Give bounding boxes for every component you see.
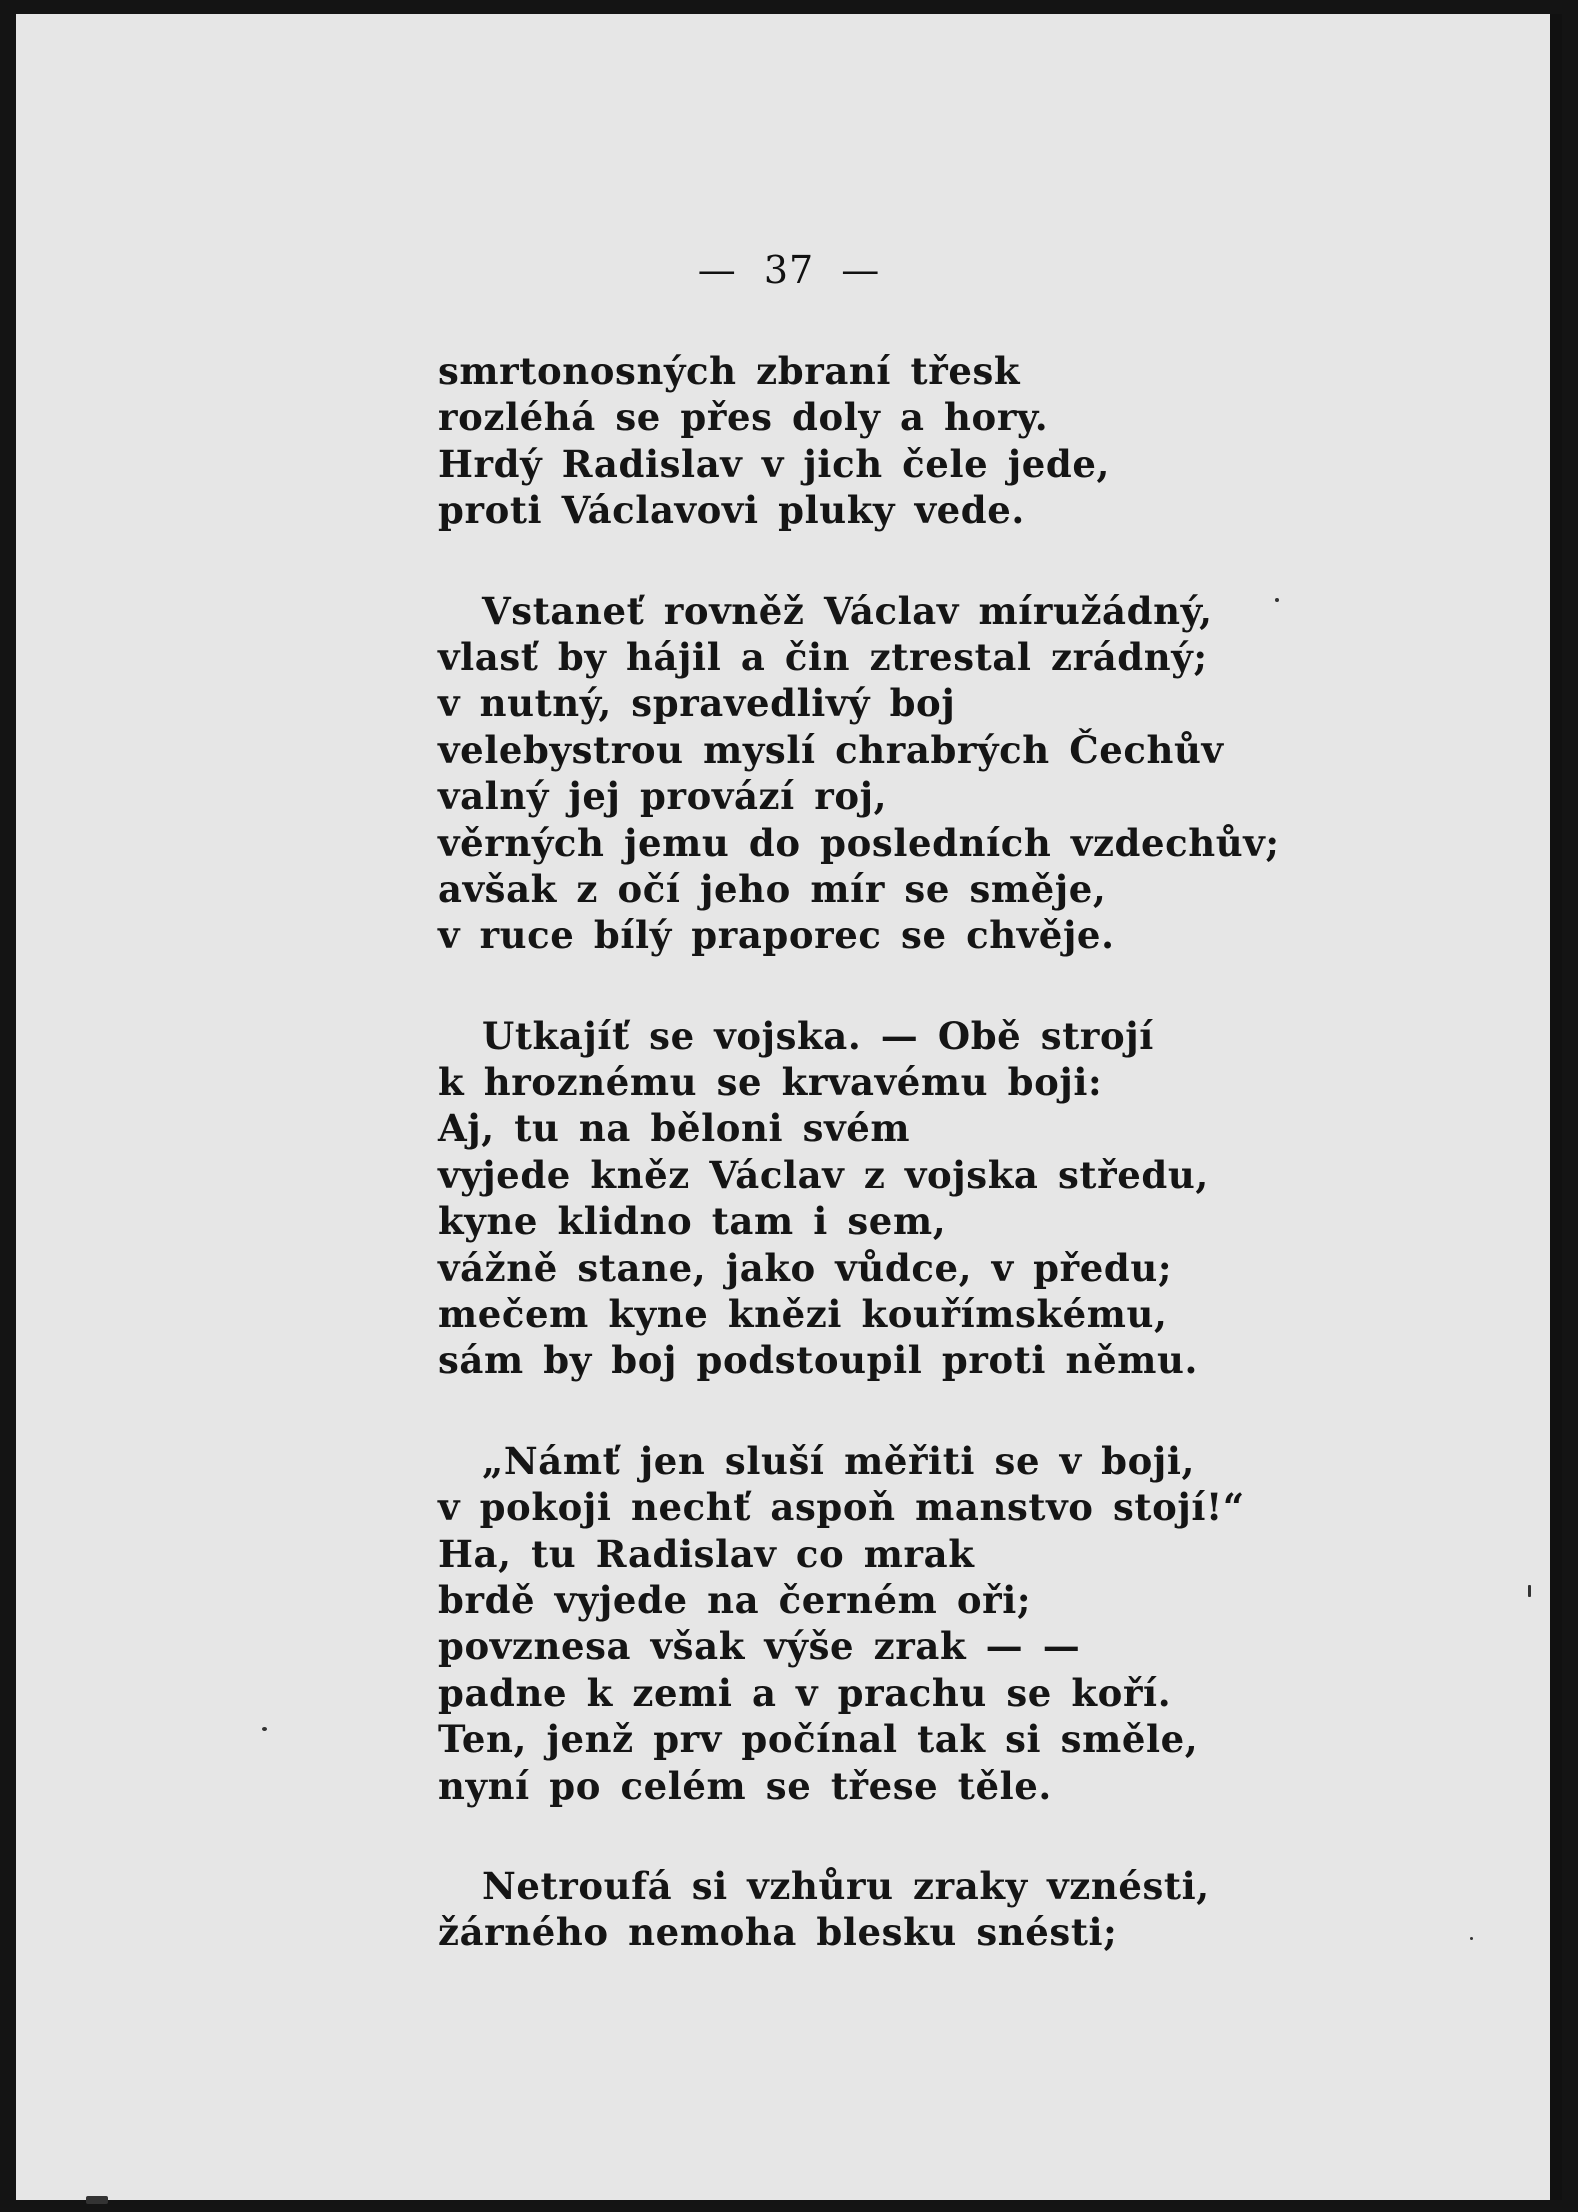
verse-line: k hroznému se krvavému boji: <box>438 1060 1103 1105</box>
verse-line: velebystrou myslí chrabrých Čechův <box>438 727 1224 772</box>
verse-line: smrtonosných zbraní třesk <box>438 349 1021 393</box>
verse-line: sám by boj podstoupil proti němu. <box>438 1338 1198 1383</box>
scan-speck <box>1528 1585 1531 1597</box>
poem-text <box>438 348 1438 2010</box>
stanza <box>438 1438 1438 1809</box>
verse-line: rozléhá se přes doly a hory. <box>438 395 1049 440</box>
header-dash-left: — <box>697 248 737 292</box>
verse-line: Vstaneť rovněž Václav míružádný, <box>482 588 1213 633</box>
verse-line: Utkajíť se vojska. — Obě strojí <box>482 1013 1154 1058</box>
stanza <box>438 588 1438 959</box>
verse-line: padne k zemi a v prachu se koří. <box>438 1670 1172 1715</box>
verse-line: vážně stane, jako vůdce, v předu; <box>438 1245 1173 1290</box>
verse-line: povznesa však výše zrak — — <box>438 1624 1081 1669</box>
verse-line: Hrdý Radislav v jich čele jede, <box>438 441 1110 486</box>
stanza <box>438 1013 1438 1384</box>
stanza <box>438 1863 1438 1956</box>
header-dash-right: — <box>841 248 881 292</box>
stanza <box>438 348 1438 534</box>
verse-line: věrných jemu do posledních vzdechův; <box>438 820 1280 865</box>
verse-line: v nutný, spravedlivý boj <box>438 681 956 726</box>
verse-line: „Námť jen sluší měřiti se v boji, <box>482 1438 1196 1483</box>
scan-speck <box>86 2196 108 2204</box>
verse-line: Ha, tu Radislav co mrak <box>438 1531 975 1576</box>
verse-line: proti Václavovi pluky vede. <box>438 488 1025 533</box>
verse-line: v ruce bílý praporec se chvěje. <box>438 913 1115 958</box>
verse-line: valný jej provází roj, <box>438 774 888 819</box>
verse-line: avšak z očí jeho mír se směje, <box>438 866 1107 911</box>
verse-line: brdě vyjede na černém oři; <box>438 1577 1032 1622</box>
verse-line: žárného nemoha blesku snésti; <box>438 1910 1118 1955</box>
verse-line: Aj, tu na běloni svém <box>438 1106 911 1151</box>
page-number: 37 <box>763 248 815 292</box>
scan-speck <box>1275 598 1279 602</box>
verse-line: kyne klidno tam i sem, <box>438 1199 947 1244</box>
scan-speck <box>262 1727 267 1731</box>
verse-line: v pokoji nechť aspoň manstvo stojí!“ <box>438 1485 1245 1530</box>
scan-border-right <box>1550 14 1562 2200</box>
verse-line: vyjede kněz Václav z vojska středu, <box>438 1152 1209 1197</box>
verse-line: Ten, jenž prv počínal tak si směle, <box>438 1717 1199 1762</box>
verse-line: Netroufá si vzhůru zraky vznésti, <box>482 1863 1210 1908</box>
scan-speck <box>1470 1937 1473 1940</box>
verse-line: vlasť by hájil a čin ztrestal zrádný; <box>438 634 1208 679</box>
verse-line: nyní po celém se třese těle. <box>438 1763 1052 1808</box>
page-header <box>0 248 1578 292</box>
verse-line: mečem kyne knězi kouřímskému, <box>438 1292 1168 1337</box>
